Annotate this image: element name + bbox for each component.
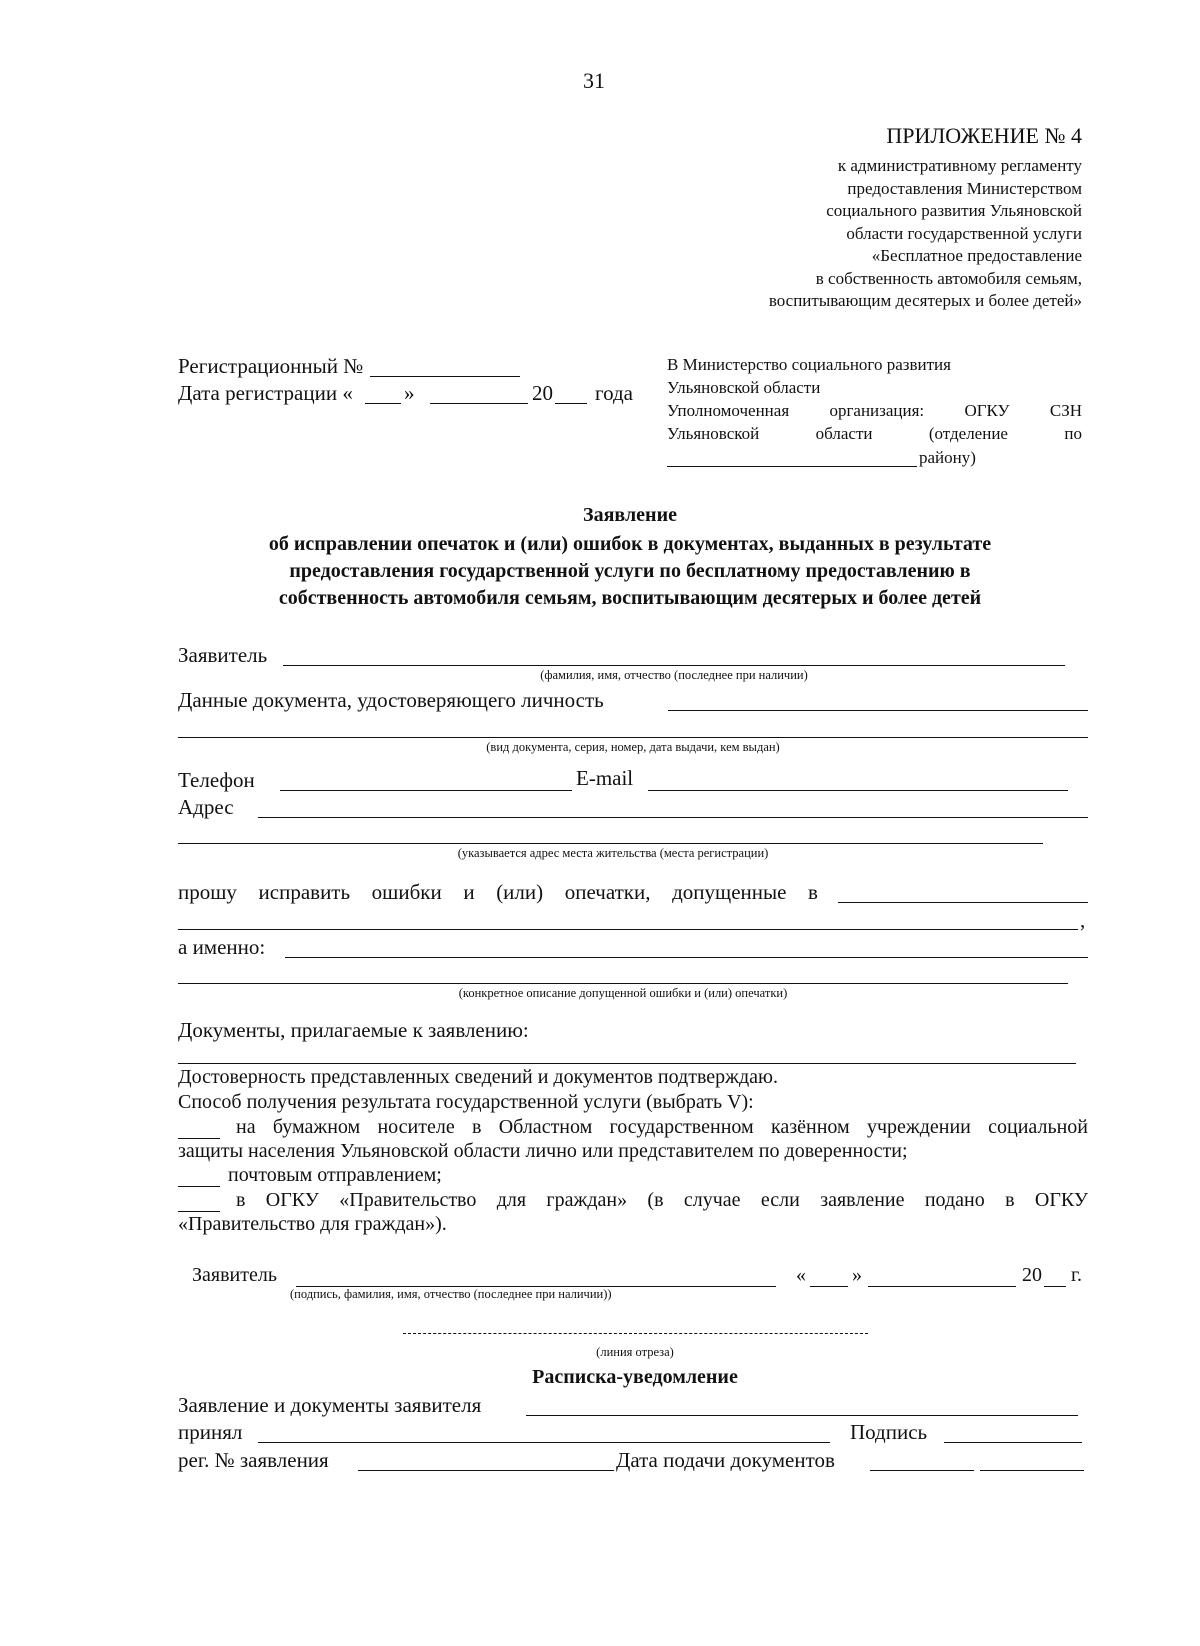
namely-label: а именно:: [178, 935, 266, 959]
option-mail-text: почтовым отправлением;: [228, 1164, 442, 1186]
form-subtitle-line: собственность автомобиля семьям, воспитывающим десятерых и более детей: [278, 587, 982, 609]
page-number: 31: [583, 68, 605, 93]
appendix-line: к административному регламенту: [837, 156, 1082, 175]
namely-caption: (конкретное описание допущенной ошибки и (или) опечатки): [458, 986, 788, 1000]
option-paper-text-line2: защиты населения Ульяновской области лично или представителем по доверенности;: [178, 1140, 908, 1162]
option-mail-checkbox[interactable]: [178, 1186, 220, 1187]
option-mfc-text: в ОГКУ «Правительство для граждан» (в случае если заявление подано в ОГКУ: [236, 1189, 1088, 1211]
applicant-name-field[interactable]: [283, 665, 1065, 666]
receipt-submit-date-field-2[interactable]: [980, 1470, 1084, 1471]
addressee-line: В Министерство социального развития: [667, 355, 951, 374]
phone-label: Телефон: [178, 768, 255, 792]
addressee-word: организация:: [829, 401, 925, 420]
request-document-field-line2[interactable]: [178, 929, 1078, 930]
addressee-region: [667, 424, 1082, 444]
registration-year-field[interactable]: [555, 403, 587, 404]
addressee-word: области: [815, 424, 873, 443]
addressee-organization: [667, 401, 1082, 421]
email-field[interactable]: [648, 790, 1068, 791]
email-label: E-mail: [576, 766, 634, 790]
appendix-line: области государственной услуги: [846, 223, 1082, 243]
form-subtitle-line: об исправлении опечаток и (или) ошибок в документах, выданных в результате: [268, 533, 992, 555]
request-word: исправить: [258, 880, 351, 904]
appendix-line: «Бесплатное предоставление: [871, 246, 1082, 265]
registration-date-label: Дата регистрации «: [178, 381, 353, 405]
request-word: и: [463, 880, 475, 904]
signature-quote-open: «: [796, 1264, 806, 1286]
request-word: (или): [496, 880, 544, 904]
signature-month-field[interactable]: [868, 1286, 1016, 1287]
cut-line: [403, 1333, 868, 1334]
attachments-label: Документы, прилагаемые к заявлению:: [178, 1018, 529, 1042]
receipt-accepted-label: принял: [178, 1420, 243, 1444]
addressee-line: Ульяновской области: [667, 378, 821, 397]
registration-number-label: Регистрационный №: [178, 354, 364, 378]
id-doc-caption: (вид документа, серия, номер, дата выдачи, кем выдан): [486, 740, 780, 754]
signature-caption: (подпись, фамилия, имя, отчество (последнее при наличии)): [290, 1287, 612, 1301]
applicant-label: Заявитель: [178, 643, 268, 667]
request-word: допущенные: [672, 880, 787, 904]
address-field-line2[interactable]: [178, 843, 1043, 844]
signature-year-field[interactable]: [1044, 1286, 1066, 1287]
receipt-title: Расписка-уведомление: [532, 1366, 738, 1388]
addressee-word: ОГКУ: [964, 401, 1010, 420]
receipt-docs-label: Заявление и документы заявителя: [178, 1393, 482, 1417]
confirm-text: Достоверность представленных сведений и документов подтверждаю.: [178, 1066, 778, 1088]
appendix-line: воспитывающим десятерых и более детей»: [768, 291, 1082, 310]
option-paper-text: на бумажном носителе в Областном государственном казённом учреждении социальной: [236, 1116, 1088, 1138]
receipt-reg-number-field[interactable]: [358, 1470, 614, 1471]
signature-day-field[interactable]: [810, 1286, 848, 1287]
request-word: прошу: [178, 880, 237, 904]
form-subtitle-line: предоставления государственной услуги по бесплатному предоставлению в: [289, 560, 971, 582]
appendix-reference: [700, 155, 1082, 313]
cut-line-caption: (линия отреза): [596, 1345, 674, 1359]
addressee-line: району): [919, 448, 976, 467]
receipt-signature-field[interactable]: [944, 1442, 1082, 1443]
appendix-line: предоставления Министерством: [847, 178, 1082, 198]
id-doc-field[interactable]: [668, 710, 1088, 711]
receipt-accepted-field[interactable]: [258, 1442, 830, 1443]
registration-number-field[interactable]: [370, 376, 520, 377]
signature-quote-close: »: [852, 1264, 862, 1286]
address-field[interactable]: [258, 817, 1088, 818]
request-text: [178, 880, 818, 905]
namely-field[interactable]: [285, 957, 1088, 958]
receipt-submit-date-label: Дата подачи документов: [616, 1448, 835, 1472]
addressee-word: Ульяновской: [667, 424, 760, 443]
addressee-word: Уполномоченная: [667, 401, 790, 420]
signature-year-suffix: г.: [1071, 1264, 1082, 1286]
appendix-line: социального развития Ульяновской: [826, 201, 1082, 220]
option-paper-checkbox[interactable]: [178, 1138, 220, 1139]
signature-label: Заявитель: [192, 1264, 277, 1286]
request-comma: ,: [1080, 908, 1086, 932]
address-caption: (указывается адрес места жительства (места регистрации): [457, 846, 769, 860]
receipt-reg-number-label: рег. № заявления: [178, 1448, 329, 1472]
namely-field-line2[interactable]: [178, 983, 1068, 984]
id-doc-label: Данные документа, удостоверяющего личность: [178, 688, 604, 712]
phone-field[interactable]: [280, 790, 572, 791]
receipt-signature-label: Подпись: [850, 1420, 928, 1444]
option-mfc-text-line2: «Правительство для граждан»).: [178, 1213, 447, 1235]
form-title: Заявление: [583, 504, 677, 526]
request-word: ошибки: [371, 880, 442, 904]
request-word: в: [808, 880, 818, 904]
applicant-caption: (фамилия, имя, отчество (последнее при наличии): [540, 668, 808, 682]
request-document-field[interactable]: [838, 902, 1088, 903]
appendix-line: в собственность автомобиля семьям,: [815, 268, 1082, 288]
addressee-word: (отделение: [928, 424, 1008, 443]
option-mfc-checkbox[interactable]: [178, 1211, 220, 1212]
registration-year-prefix: 20: [532, 381, 553, 405]
addressee-word: по: [1064, 424, 1082, 443]
request-word: опечатки,: [564, 880, 651, 904]
registration-day-field[interactable]: [365, 403, 401, 404]
signature-year-prefix: 20: [1022, 1264, 1042, 1286]
method-label: Способ получения результата государственной услуги (выбрать V):: [178, 1091, 754, 1113]
registration-year-suffix: года: [595, 381, 633, 405]
addressee-district-field[interactable]: [667, 466, 917, 467]
registration-month-field[interactable]: [430, 403, 528, 404]
id-doc-field-line2[interactable]: [178, 737, 1088, 738]
receipt-docs-field[interactable]: [526, 1415, 1078, 1416]
attachments-field[interactable]: [178, 1063, 1076, 1064]
addressee-word: СЗН: [1049, 401, 1082, 420]
registration-date-quote: »: [404, 381, 415, 405]
receipt-submit-date-field[interactable]: [870, 1470, 974, 1471]
address-label: Адрес: [178, 795, 234, 819]
appendix-title: ПРИЛОЖЕНИЕ № 4: [886, 123, 1082, 148]
